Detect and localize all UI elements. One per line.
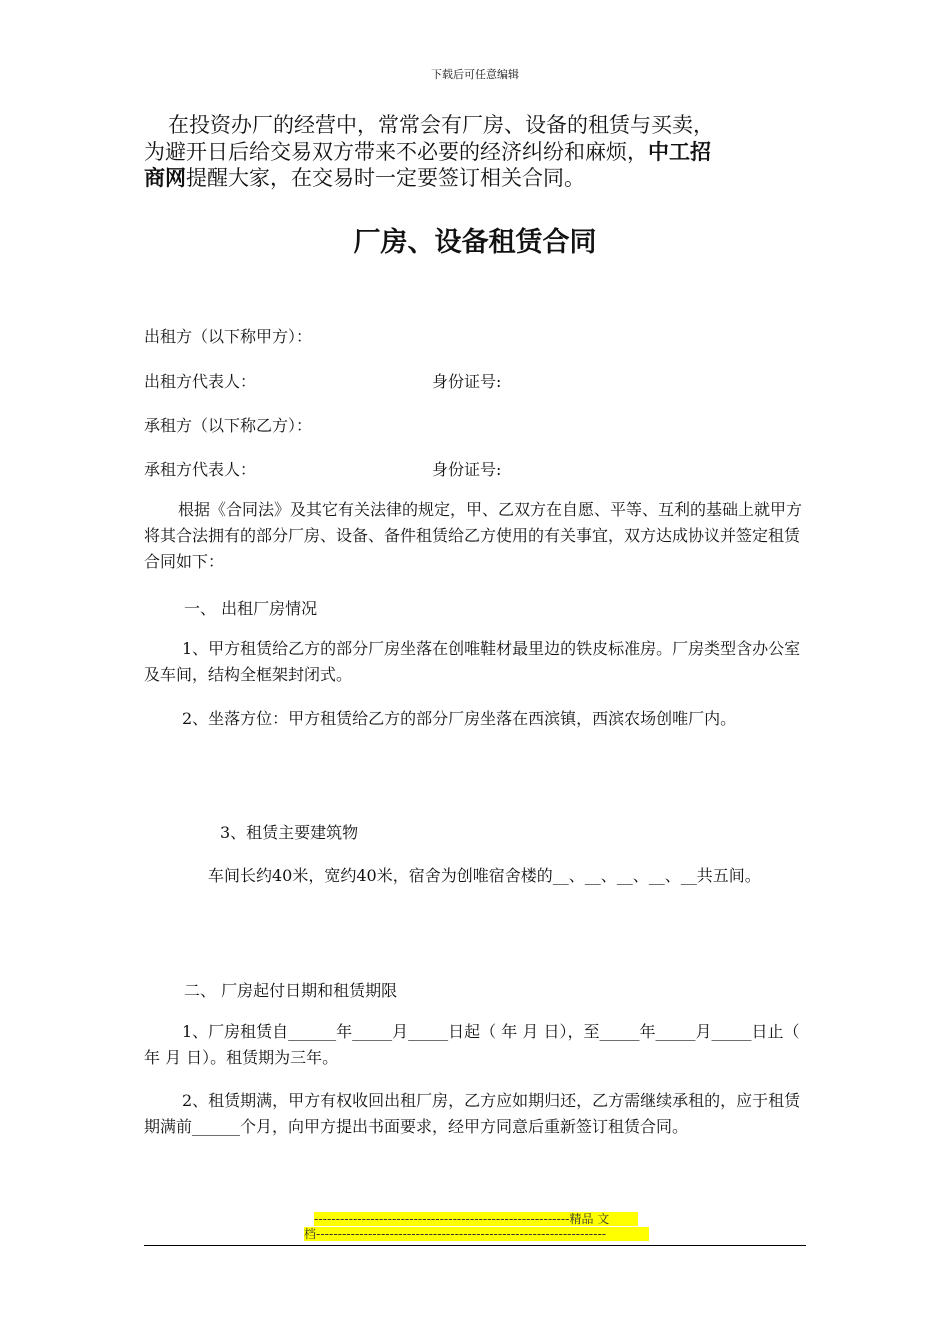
lessor-field: 出租方（以下称甲方）：: [144, 327, 313, 346]
footer-highlight-top: -----------------------------------------------------------精品 文: [314, 1212, 638, 1226]
section-1-heading: 一、 出租厂房情况: [184, 599, 318, 618]
intro-line-3-text: 提醒大家，在交易时一定要签订相关合同。: [186, 166, 585, 190]
footer-highlight-bottom: 档-------------------------------------------------------------------: [304, 1227, 649, 1241]
footer-rule: [144, 1245, 806, 1246]
page-header-note: 下载后可任意编辑: [431, 68, 519, 81]
lessee-rep-field: 承租方代表人：: [144, 460, 257, 479]
section-1-item-1: 1、甲方租赁给乙方的部分厂房坐落在创唯鞋材最里边的铁皮标准房。厂房类型含办公室及车间，结构全框架封闭式。: [144, 639, 801, 684]
intro-line-1: 在投资办厂的经营中，常常会有厂房、设备的租赁与买卖，: [168, 113, 714, 137]
lessee-field: 承租方（以下称乙方）：: [144, 416, 313, 435]
lessee-id-field: 身份证号:: [432, 460, 502, 479]
section-2-item-2: 2、租赁期满，甲方有权收回出租厂房，乙方应如期归还，乙方需继续承租的，应于租赁期满前______个月，向甲方提出书面要求，经甲方同意后重新签订租赁合同。: [144, 1091, 801, 1136]
intro-line-2-text: 为避开日后给交易双方带来不必要的经济纠纷和麻烦，: [144, 140, 648, 164]
preamble-paragraph: 根据《合同法》及其它有关法律的规定，甲、乙双方在自愿、平等、互利的基础上就甲方将其合法拥有的部分厂房、设备、备件租赁给乙方使用的有关事宜，双方达成协议并签定租赁合同如下：: [144, 500, 803, 571]
section-2-item-1: 1、厂房租赁自______年_____月_____日起（ 年 月 日），至_____年_____月_____日止（ 年 月 日）。租赁期为三年。: [144, 1022, 800, 1067]
section-1-item-3-heading: 3、租赁主要建筑物: [220, 823, 359, 842]
section-1-item-2: 2、坐落方位：甲方租赁给乙方的部分厂房坐落在西滨镇，西滨农场创唯厂内。: [182, 709, 737, 728]
section-2-heading: 二、 厂房起付日期和租赁期限: [184, 981, 398, 1000]
intro-line-3: [144, 167, 814, 189]
intro-brand-part-2: 商网: [144, 166, 186, 190]
lessor-rep-field: 出租方代表人：: [144, 372, 257, 391]
contract-title: 厂房、设备租赁合同: [353, 227, 597, 258]
lessor-id-field: 身份证号:: [432, 372, 502, 391]
section-1-item-3-body: 车间长约40米，宽约40米，宿舍为创唯宿舍楼的__、__、__、__、__共五间。: [208, 866, 761, 885]
intro-brand-part-1: 中工招: [648, 140, 711, 164]
intro-line-2: [144, 141, 814, 163]
